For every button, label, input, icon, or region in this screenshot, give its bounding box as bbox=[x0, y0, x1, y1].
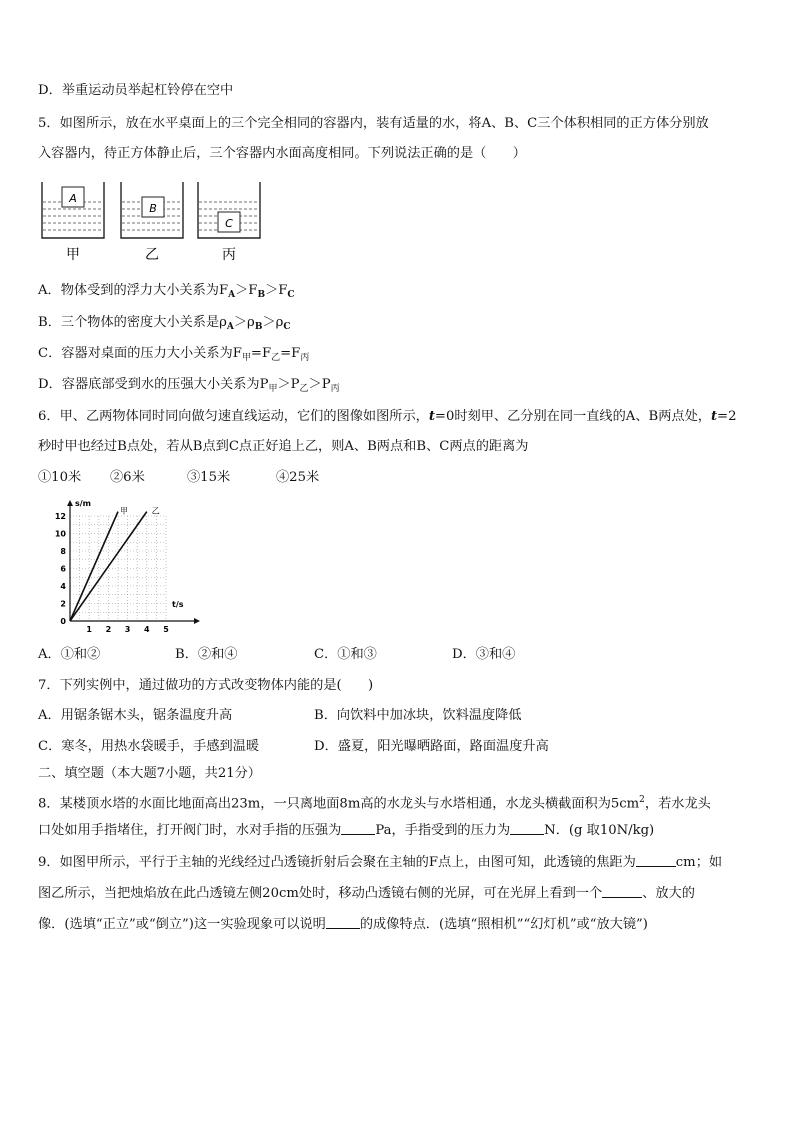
container-label-yi: 乙 bbox=[145, 247, 159, 263]
q7-option-d: D．盛夏，阳光曝晒路面，路面温度升高 bbox=[314, 739, 549, 754]
q6-stem-line1: 6．甲、乙两物体同时同向做匀速直线运动，它们的图像如图所示，t=0时刻甲、乙分别在同一直线的A、B两点处，t=2 bbox=[38, 409, 737, 424]
q7-option-a: A．用锯条锯木头，锯条温度升高 bbox=[38, 708, 233, 723]
q5-option-c: C．容器对桌面的压力大小关系为$F_甲=F_乙=F_丙$ bbox=[38, 346, 310, 363]
q6-choice-1: ①10米 bbox=[38, 470, 82, 485]
y-axis-label: s/m bbox=[75, 499, 92, 508]
container-label-jia: 甲 bbox=[66, 247, 80, 263]
x-tick-label: 2 bbox=[105, 625, 112, 634]
q6-stem-line2: 秒时甲也经过B点处，若从B点到C点正好追上乙，则A、B两点和B、C两点的距离为 bbox=[38, 439, 529, 454]
q6-choice-3: ③15米 bbox=[187, 470, 231, 485]
container-bing bbox=[198, 182, 260, 263]
q9-line1: 9．如图甲所示，平行于主轴的光线经过凸透镜折射后会聚在主轴的F点上，由图可知，此透镜的焦距为 cm；如 bbox=[38, 855, 723, 870]
x-tick-label: 4 bbox=[144, 625, 150, 634]
q5-containers-figure bbox=[38, 178, 270, 264]
series-label-yi: 乙 bbox=[151, 506, 160, 516]
q6-choice-2: ②6米 bbox=[110, 470, 145, 485]
x-tick-label: 3 bbox=[124, 625, 131, 634]
q8-line1: 8．某楼顶水塔的水面比地面高出23m，一只离地面8m高的水龙头与水塔相通，水龙头横截面积为$5cm^2$，若水龙头 bbox=[38, 795, 711, 812]
q6-option-c: C．①和③ bbox=[314, 647, 377, 662]
y-tick-label: 10 bbox=[54, 529, 66, 539]
x-tick-label: 5 bbox=[163, 625, 169, 634]
q5-stem-line1: 5．如图所示，放在水平桌面上的三个完全相同的容器内，装有适量的水，将A、B、C三个体积相同的正方体分别放 bbox=[38, 116, 709, 131]
y-tick-label: 12 bbox=[54, 512, 66, 521]
q7-option-b: B．向饮料中加冰块，饮料温度降低 bbox=[314, 708, 522, 723]
container-jia bbox=[42, 182, 104, 263]
block-c-label: C bbox=[225, 217, 233, 230]
container-yi bbox=[121, 182, 183, 263]
y-tick-label: 2 bbox=[60, 599, 66, 609]
q6-st-chart bbox=[46, 496, 206, 636]
answer-blank[interactable] bbox=[341, 822, 375, 835]
answer-blank[interactable] bbox=[326, 916, 360, 929]
answer-blank[interactable] bbox=[636, 854, 676, 867]
q6-choice-4: ④25米 bbox=[276, 470, 320, 485]
q6-option-b: B．②和④ bbox=[175, 647, 238, 662]
q5-option-b: B．三个物体的密度大小关系是$\rho_A>\rho_B>\rho_C$ bbox=[38, 315, 291, 332]
block-a-label: A bbox=[69, 192, 77, 205]
y-tick-label: 4 bbox=[60, 582, 66, 591]
q6-option-d: D．③和④ bbox=[452, 647, 516, 662]
section-title: 二、填空题（本大题7小题，共21分） bbox=[38, 766, 261, 781]
answer-blank[interactable] bbox=[602, 885, 642, 898]
x-axis-label: t/s bbox=[172, 600, 184, 609]
x-axis-arrow bbox=[194, 618, 200, 624]
block-b-label: B bbox=[149, 202, 157, 215]
q7-stem: 7．下列实例中，通过做功的方式改变物体内能的是( ) bbox=[38, 678, 374, 693]
q9-line2: 图乙所示，当把烛焰放在此凸透镜左侧20cm处时，移动凸透镜右侧的光屏，可在光屏上看到一个 、放大的 bbox=[38, 886, 695, 901]
q5-stem-line2: 入容器内，待正方体静止后，三个容器内水面高度相同。下列说法正确的是（ ） bbox=[38, 146, 526, 161]
q4-option-d: D．举重运动员举起杠铃停在空中 bbox=[38, 83, 234, 98]
q7-option-c: C．寒冬，用热水袋暖手，手感到温暖 bbox=[38, 739, 260, 754]
series-line-jia bbox=[70, 512, 118, 621]
y-tick-label: 8 bbox=[60, 547, 66, 556]
x-tick-label: 1 bbox=[86, 625, 92, 634]
y-axis-arrow bbox=[67, 500, 73, 506]
origin-label: 0 bbox=[60, 617, 66, 626]
answer-blank[interactable] bbox=[510, 822, 544, 835]
q5-option-d: D．容器底部受到水的压强大小关系为$P_甲>P_乙>P_丙$ bbox=[38, 377, 340, 394]
q9-line3: 像．(选填“正立”或“倒立”)这一实验现象可以说明 的成像特点．(选填“照相机”“幻灯机”或“放大镜”) bbox=[38, 917, 648, 932]
q8-line2: 口处如用手指堵住，打开阀门时，水对手指的压强为 Pa，手指受到的压力为 N．(g 取10N/kg) bbox=[38, 823, 655, 838]
container-label-bing: 丙 bbox=[222, 247, 236, 263]
series-label-jia: 甲 bbox=[120, 506, 128, 516]
y-tick-label: 6 bbox=[60, 564, 66, 574]
q5-option-a: A．物体受到的浮力大小关系为$F_A>F_B>F_C$ bbox=[38, 283, 295, 300]
q6-option-a: A．①和② bbox=[38, 647, 101, 662]
